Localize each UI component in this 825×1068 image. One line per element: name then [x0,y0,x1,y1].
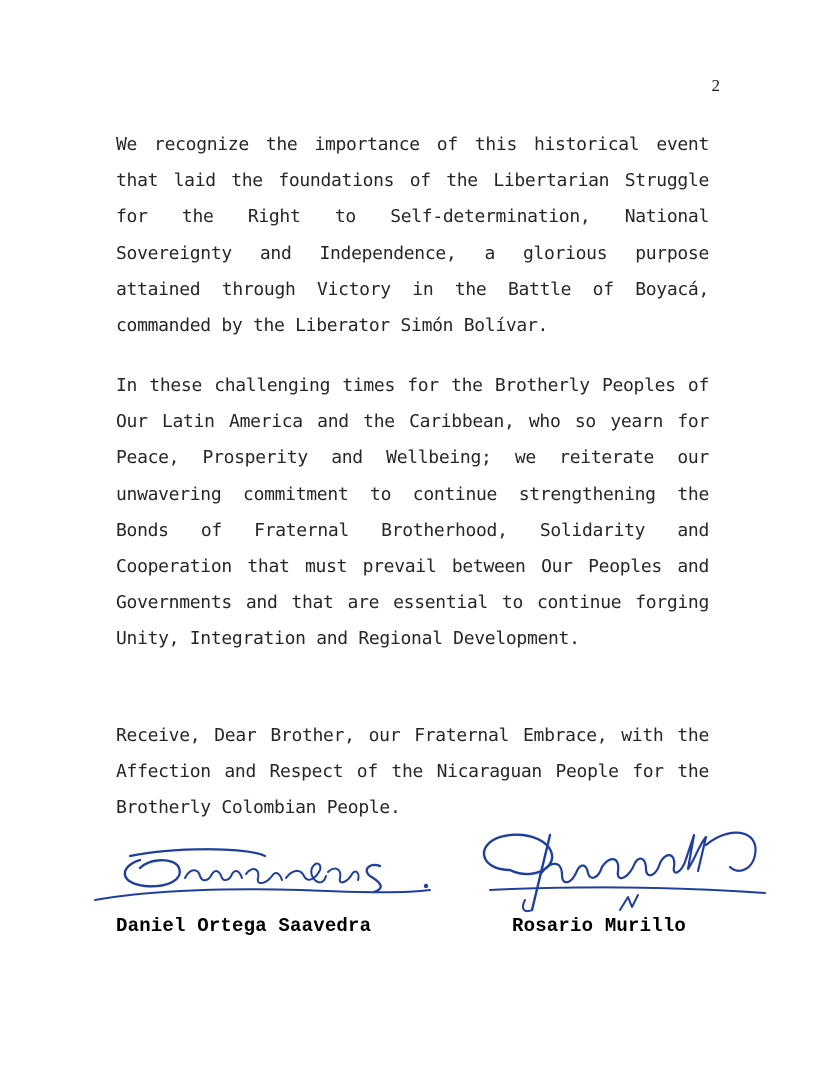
page-number: 2 [711,76,720,95]
paragraph-closing: Receive, Dear Brother, our Fraternal Embrace, with the Affection and Respect of the Nicaraguan People for the Brotherly Colombian People. [116,725,709,819]
paragraph-recognition: We recognize the importance of this historical event that laid the foundations of the Libertarian Struggle for the Right to Self-determination, National Sovereignty and Independence, a glorious purpose attained through Victory in the Battle of Boyacá, commanded by the Liberator Simón Bolívar. [116,134,709,337]
signature-left [90,838,440,918]
signatory-name-left: Daniel Ortega Saavedra [116,915,372,937]
paragraph-commitment: In these challenging times for the Brotherly Peoples of Our Latin America and the Caribbean, who so yearn for Peace, Prosperity and Wellbeing; we reiterate our unwavering commitment to continue strengthening the Bonds of Fraternal Brotherhood, Solidarity and Cooperation that must prevail between Our Peoples and Governments and that are essential to continue forging Unity, Integration and Regional Development. [116,375,709,650]
signatory-name-right: Rosario Murillo [512,915,687,937]
